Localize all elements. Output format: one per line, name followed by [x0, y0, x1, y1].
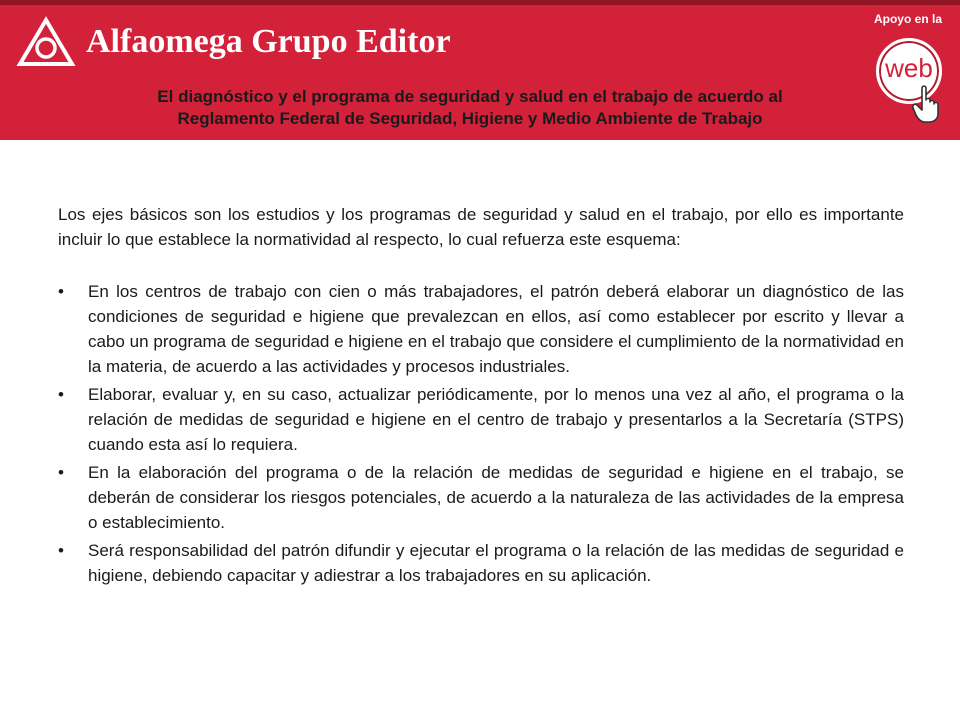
slide-title-line-2: Reglamento Federal de Seguridad, Higiene y Medio Ambiente de Trabajo — [177, 109, 763, 128]
hand-pointer-icon — [912, 84, 942, 124]
web-badge-caption: Apoyo en la — [873, 12, 942, 26]
list-item-text: En la elaboración del programa o de la relación de medidas de seguridad e higiene en el trabajo, se deberán de considerar los riesgos potenciales, de acuerdo a la naturaleza de las actividades de la empresa o establecimiento. — [88, 463, 904, 532]
list-item-text: En los centros de trabajo con cien o más trabajadores, el patrón deberá elaborar un diagnóstico de las condiciones de seguridad e higiene que prevalezcan en ellos, así como establecer por escrito y llevar a cabo un programa de seguridad e higiene en el trabajo que considere el cumplimiento de la normatividad en la materia, de acuerdo a las actividades y procesos industriales. — [88, 282, 904, 376]
bullet-list — [58, 279, 904, 588]
list-item — [58, 382, 904, 457]
header-banner — [0, 0, 960, 140]
bullet-icon: • — [58, 541, 64, 560]
slide-body — [58, 202, 904, 591]
slide-title-line-1: El diagnóstico y el programa de seguridad y salud en el trabajo de acuerdo al — [157, 87, 783, 106]
intro-paragraph: Los ejes básicos son los estudios y los programas de seguridad y salud en el trabajo, por ello es importante incluir lo que establece la normatividad al respecto, lo cual refuerza este esquema: — [58, 205, 904, 249]
list-item-text: Será responsabilidad del patrón difundir y ejecutar el programa o la relación de las medidas de seguridad e higiene, debiendo capacitar y adiestrar a los trabajadores en su aplicación. — [88, 541, 904, 585]
bullet-icon: • — [58, 385, 64, 404]
list-item — [58, 279, 904, 379]
bullet-icon: • — [58, 282, 64, 301]
list-item — [58, 538, 904, 588]
list-item — [58, 460, 904, 535]
slide-title — [60, 86, 880, 130]
list-item-text: Elaborar, evaluar y, en su caso, actualizar periódicamente, por lo menos una vez al año, el programa o la relación de medidas de seguridad e higiene en el centro de trabajo y presentarlos a la Secretaría (STPS) cuando esta así lo requiera. — [88, 385, 904, 454]
web-badge-word: web — [885, 53, 933, 83]
top-stripe — [0, 0, 960, 5]
bullet-icon: • — [58, 463, 64, 482]
alfaomega-logo-icon — [16, 16, 76, 68]
web-support-badge[interactable] — [862, 8, 954, 134]
brand-name: Alfaomega Grupo Editor — [86, 23, 451, 60]
